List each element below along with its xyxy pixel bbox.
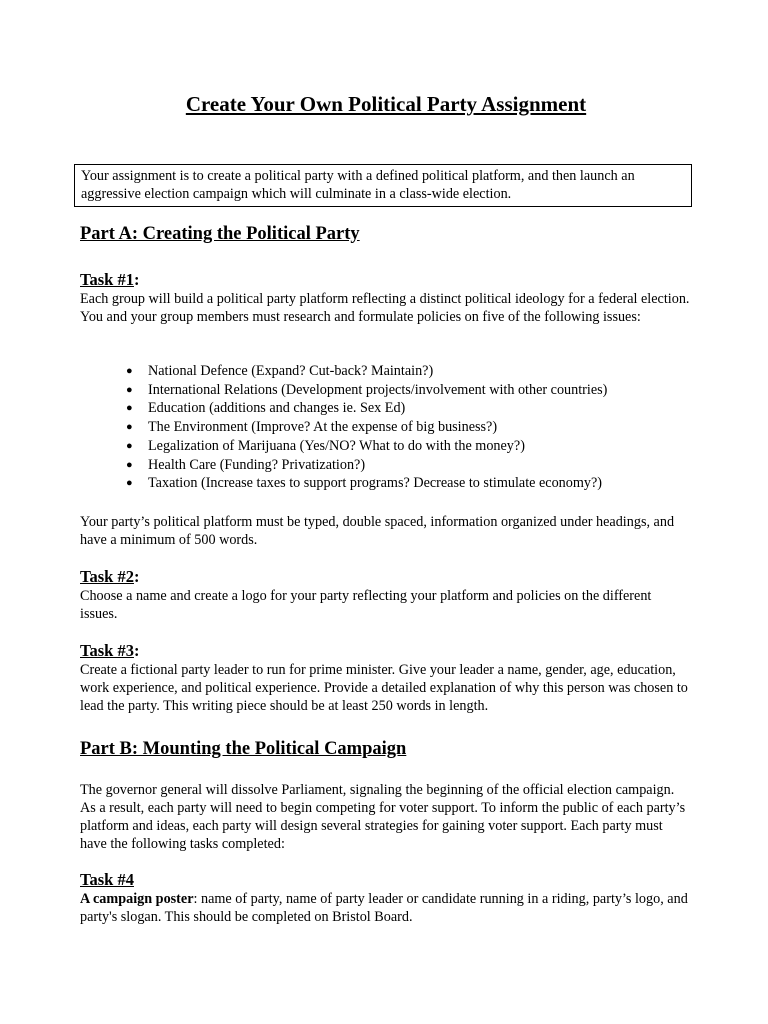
part-b-heading: Part B: Mounting the Political Campaign: [80, 739, 407, 759]
task-3-label: Task #3: [80, 641, 134, 660]
bullet-icon: ●: [126, 439, 133, 452]
list-item: ● Taxation (Increase taxes to support programs? Decrease to stimulate economy?): [126, 475, 603, 492]
part-b-body: The governor general will dissolve Parliament, signaling the beginning of the official election campaign. As a result, each party will need to begin competing for voter support. To inform the public of each party’s platform and ideas, each party will design several strategies for gaining voter support. Each party must have the following tasks completed:: [80, 782, 686, 852]
task-2-suffix: :: [133, 567, 140, 586]
task-4-bold-lead: A campaign poster: [80, 891, 194, 907]
list-item: ● Education (additions and changes ie. Sex Ed): [126, 400, 406, 417]
task-1-suffix: :: [133, 270, 140, 289]
task-3-suffix: :: [133, 641, 140, 660]
task-4-heading: [80, 870, 692, 890]
bullet-icon: ●: [126, 402, 133, 415]
list-item: ● International Relations (Development projects/involvement with other countries): [126, 381, 608, 398]
document-title: Create Your Own Political Party Assignment: [185, 92, 587, 116]
task-2-heading: [80, 567, 692, 587]
task-1-label: Task #1: [80, 270, 134, 289]
part-a-heading: Part A: Creating the Political Party: [80, 224, 360, 244]
bullet-icon: ●: [126, 421, 133, 434]
task-4-body: [80, 890, 692, 926]
list-item: ● Health Care (Funding? Privatization?): [126, 456, 366, 473]
task-1-heading: [80, 270, 692, 290]
task-3: [80, 641, 692, 715]
task-4: [80, 870, 692, 926]
issues-list: [80, 362, 607, 493]
bullet-icon: ●: [126, 458, 133, 471]
task-2-label: Task #2: [80, 567, 134, 586]
platform-note: Your party’s political platform must be typed, double spaced, information organized under headings, and have a minimum of 500 words.: [80, 514, 675, 548]
list-item: ● Legalization of Marijuana (Yes/NO? What to do with the money?): [126, 437, 525, 454]
bullet-icon: ●: [126, 365, 133, 377]
list-item: ● The Environment (Improve? At the expense of big business?): [126, 419, 498, 436]
task-1-body: Each group will build a political party platform reflecting a distinct political ideology for a federal election. You and your group members must research and formulate policies on five of the following issues:: [80, 291, 690, 325]
task-2-body: Choose a name and create a logo for your party reflecting your platform and policies on the different issues.: [80, 588, 652, 622]
task-2: [80, 567, 692, 623]
bullet-icon: ●: [126, 477, 133, 490]
task-1: [80, 270, 692, 326]
intro-box: Your assignment is to create a political party with a defined political platform, and then launch an aggressive election campaign which will culminate in a class-wide election.: [74, 164, 692, 207]
task-4-label: Task #4: [80, 870, 134, 889]
list-item: ● National Defence (Expand? Cut-back? Maintain?): [126, 363, 434, 379]
task-3-body: Create a fictional party leader to run for prime minister. Give your leader a name, gender, age, education, work experience, and political experience. Provide a detailed explanation of why this person was chosen to lead the party. This writing piece should be at least 250 words in length.: [80, 662, 688, 714]
bullet-icon: ●: [126, 383, 133, 396]
task-4-text: : name of party, name of party leader or candidate running in a riding, party’s logo, and party's slogan. This should be completed on Bristol Board.: [80, 891, 688, 925]
task-3-heading: [80, 641, 692, 661]
